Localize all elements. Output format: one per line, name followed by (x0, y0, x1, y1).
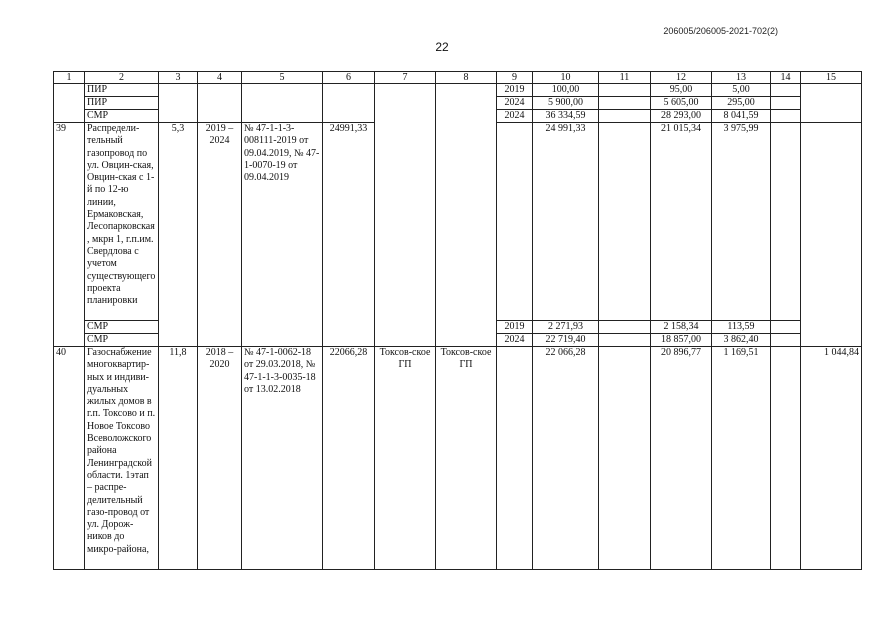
cell-c13: 3 862,40 (712, 334, 771, 347)
cell-c13: 3 975,99 (712, 123, 771, 321)
cell (497, 347, 533, 570)
col-header: 4 (198, 72, 242, 84)
cell (159, 84, 198, 123)
cell-num: 40 (54, 347, 85, 570)
cell (771, 347, 801, 570)
cell (801, 123, 862, 347)
header-row (54, 72, 862, 84)
cell-c13: 8 041,59 (712, 110, 771, 123)
col-header: 5 (242, 72, 323, 84)
cell-length: 11,8 (159, 347, 198, 570)
col-header: 7 (375, 72, 436, 84)
cell-year: 2019 (497, 84, 533, 97)
cell-num: 39 (54, 123, 85, 347)
cell (599, 97, 651, 110)
cell (771, 334, 801, 347)
cell (771, 84, 801, 97)
cell (599, 334, 651, 347)
cell-c13: 113,59 (712, 321, 771, 334)
cell-c10: 36 334,59 (533, 110, 599, 123)
cell (599, 347, 651, 570)
cell-years: 2018 – 2020 (198, 347, 242, 570)
cell-c7: Токсов-ское ГП (375, 347, 436, 570)
cell-year: 2024 (497, 334, 533, 347)
cell (801, 84, 862, 123)
cell-length: 5,3 (159, 123, 198, 347)
cell-c10: 2 271,93 (533, 321, 599, 334)
cell-c12: 20 896,77 (651, 347, 712, 570)
cell (771, 97, 801, 110)
col-header: 12 (651, 72, 712, 84)
cell (198, 84, 242, 123)
cell (599, 123, 651, 321)
cell (599, 321, 651, 334)
cell-c10: 100,00 (533, 84, 599, 97)
cell-c10: 24 991,33 (533, 123, 599, 321)
cell-c12: 5 605,00 (651, 97, 712, 110)
cell (599, 110, 651, 123)
cell-c13: 295,00 (712, 97, 771, 110)
table-row (54, 347, 862, 570)
cell-name: Распредели-тельный газопровод по ул. Овцин-ская, Овцин-ская с 1-й по 12-ю линии, Ермаковская, Лесопарковская, мкрн 1, г.п.им. Свердлова с учетом существующего проекта планировки (85, 123, 159, 321)
cell-type: ПИР (85, 84, 159, 97)
col-header: 9 (497, 72, 533, 84)
cell (771, 110, 801, 123)
cell-year: 2024 (497, 110, 533, 123)
cell-c12: 2 158,34 (651, 321, 712, 334)
cell-c8: Токсов-ское ГП (436, 347, 497, 570)
cell-type: СМР (85, 110, 159, 123)
col-header: 10 (533, 72, 599, 84)
col-header: 8 (436, 72, 497, 84)
col-header: 3 (159, 72, 198, 84)
cell (242, 84, 323, 123)
cell-c15: 1 044,84 (801, 347, 862, 570)
col-header: 15 (801, 72, 862, 84)
cell (375, 84, 436, 347)
cell (436, 84, 497, 347)
document-id: 206005/206005-2021-702(2) (663, 26, 778, 36)
cell-c12: 21 015,34 (651, 123, 712, 321)
cell-c12: 95,00 (651, 84, 712, 97)
cell (599, 84, 651, 97)
cell-c10: 22 719,40 (533, 334, 599, 347)
cell-cost: 24991,33 (323, 123, 375, 347)
cell (771, 123, 801, 321)
cell-docs: № 47-1-0062-18 от 29.03.2018, № 47-1-1-3-0035-18 от 13.02.2018 (242, 347, 323, 570)
table-row (54, 84, 862, 97)
cell-docs: № 47-1-1-3-008111-2019 от 09.04.2019, № 47-1-0070-19 от 09.04.2019 (242, 123, 323, 347)
col-header: 11 (599, 72, 651, 84)
col-header: 14 (771, 72, 801, 84)
cell-c10: 5 900,00 (533, 97, 599, 110)
cell-c12: 28 293,00 (651, 110, 712, 123)
cell-year: 2024 (497, 97, 533, 110)
col-header: 1 (54, 72, 85, 84)
col-header: 13 (712, 72, 771, 84)
cell-type: СМР (85, 321, 159, 334)
cell-c13: 1 169,51 (712, 347, 771, 570)
page-number: 22 (435, 40, 449, 54)
cell-type: ПИР (85, 97, 159, 110)
cell-years: 2019 – 2024 (198, 123, 242, 347)
cell-year: 2019 (497, 321, 533, 334)
cell-c10: 22 066,28 (533, 347, 599, 570)
cell (497, 123, 533, 321)
cell (54, 84, 85, 123)
cell-type: СМР (85, 334, 159, 347)
data-table (53, 71, 862, 570)
cell-name: Газоснабжение многоквартир-ных и индиви-дуальных жилых домов в г.п. Токсово и п. Новое Токсово Всеволожского района Ленинградской области. 1этап – распре-делительный газо-провод от ул. Дорож-ников до микро-района, (85, 347, 159, 570)
cell-c12: 18 857,00 (651, 334, 712, 347)
col-header: 2 (85, 72, 159, 84)
cell-cost: 22066,28 (323, 347, 375, 570)
cell (323, 84, 375, 123)
col-header: 6 (323, 72, 375, 84)
cell-c13: 5,00 (712, 84, 771, 97)
cell (771, 321, 801, 334)
